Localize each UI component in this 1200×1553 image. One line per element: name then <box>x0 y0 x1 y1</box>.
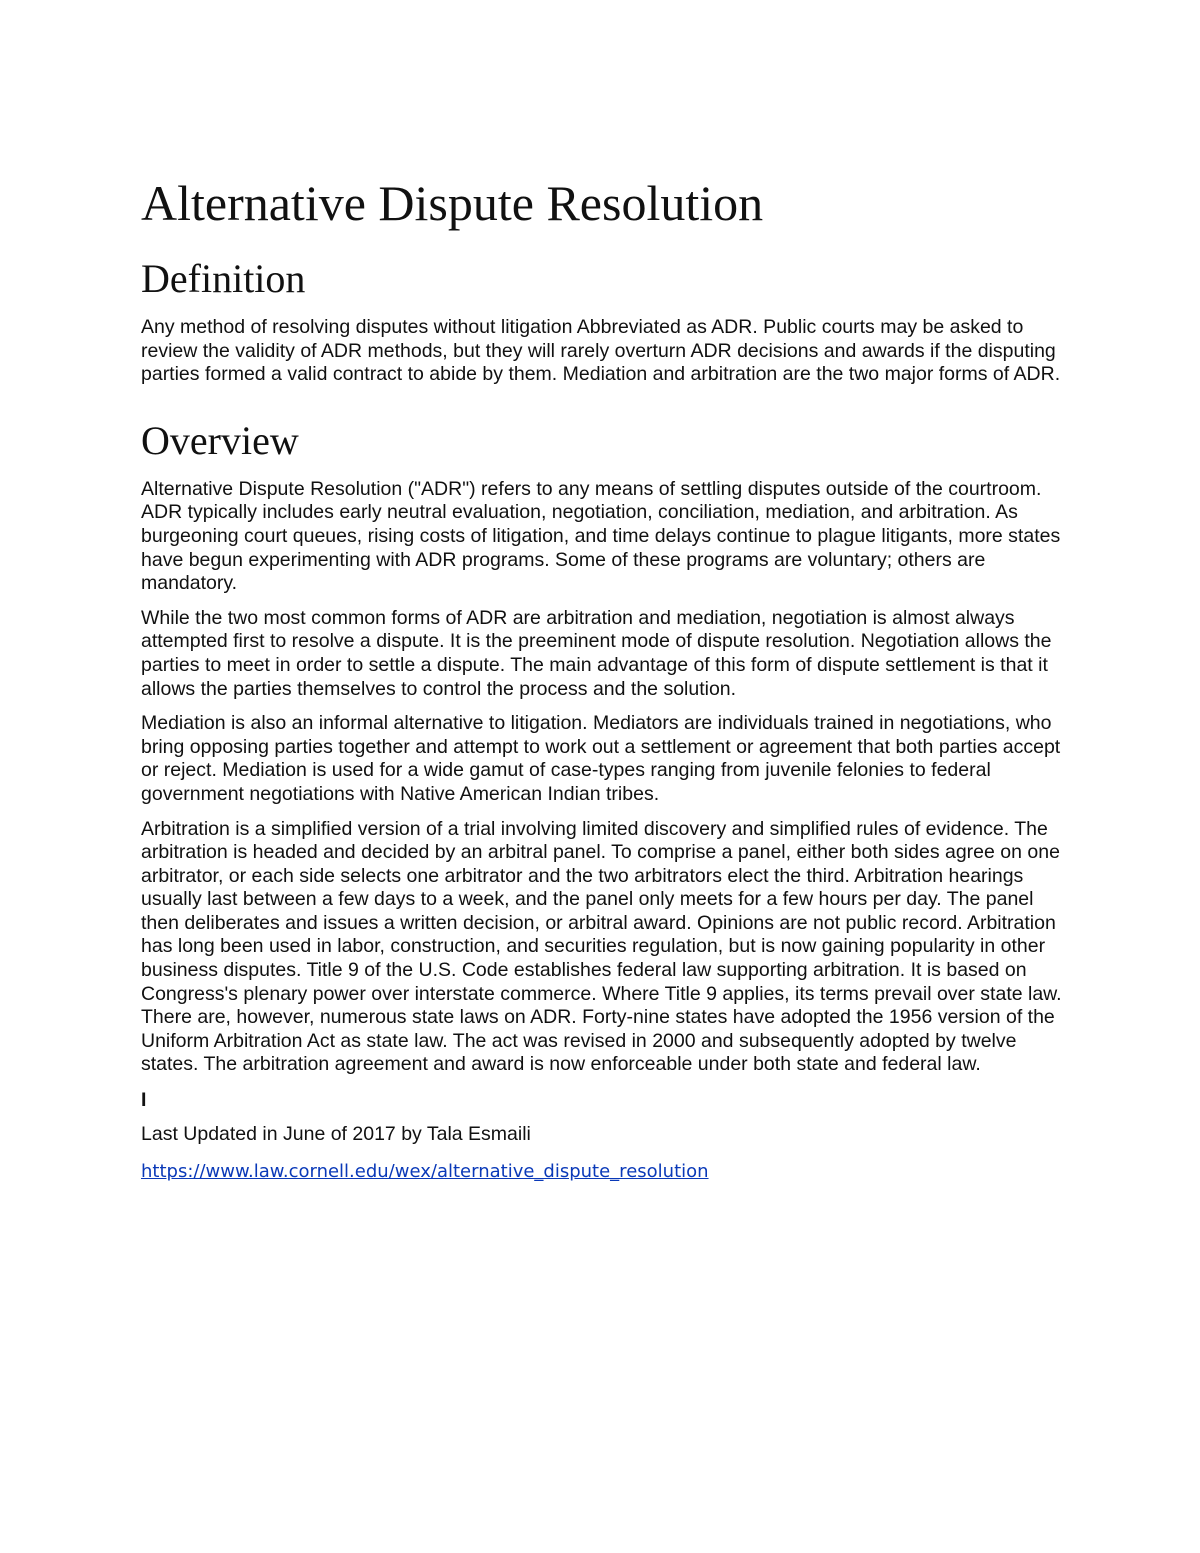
definition-section <box>141 252 1066 387</box>
definition-paragraph: Any method of resolving disputes without litigation Abbreviated as ADR. Public courts may be asked to review the validity of ADR methods, but they will rarely overturn ADR decisions and awards if the disputing parties formed a valid contract to abide by them. Mediation and arbitration are the two major forms of ADR. <box>141 316 1061 386</box>
last-updated-note: Last Updated in June of 2017 by Tala Esmaili <box>141 1123 531 1146</box>
source-link[interactable]: https://www.law.cornell.edu/wex/alternative_dispute_resolution <box>141 1161 709 1183</box>
stray-character: I <box>141 1089 147 1112</box>
definition-heading: Definition <box>141 256 306 301</box>
document-page <box>141 170 1066 1184</box>
overview-paragraph-3: Mediation is also an informal alternative to litigation. Mediators are individuals trained in negotiations, who bring opposing parties together and attempt to work out a settlement or agreement that both parties accept or reject. Mediation is used for a wide gamut of case-types ranging from juvenile felonies to federal government negotiations with Native American Indian tribes. <box>141 712 1061 805</box>
overview-paragraph-1: Alternative Dispute Resolution ("ADR") refers to any means of settling disputes outside of the courtroom. ADR typically includes early neutral evaluation, negotiation, conciliation, mediation, and arbitration. As burgeoning court queues, rising costs of litigation, and time delays continue to plague litigants, more states have begun experimenting with ADR programs. Some of these programs are voluntary; others are mandatory. <box>141 477 1061 595</box>
document-title: Alternative Dispute Resolution <box>141 175 764 231</box>
overview-paragraph-2: While the two most common forms of ADR are arbitration and mediation, negotiation is almost always attempted first to resolve a dispute. It is the preeminent mode of dispute resolution. Negotiation allows the parties to meet in order to settle a dispute. The main advantage of this form of dispute settlement is that it allows the parties themselves to control the process and the solution. <box>141 606 1052 700</box>
overview-heading: Overview <box>141 417 299 463</box>
overview-section <box>141 414 1066 1077</box>
overview-paragraph-4: Arbitration is a simplified version of a trial involving limited discovery and simplified rules of evidence. The arbitration is headed and decided by an arbitral panel. To comprise a panel, either both sides agree on one arbitrator, or each side selects one arbitrator and the two arbitrators elect the third. Arbitration hearings usually last between a few days to a week, and the panel only meets for a few hours per day. The panel then deliberates and issues a written decision, or arbitral award. Opinions are not public record. Arbitration has long been used in labor, construction, and securities regulation, but is now gaining popularity in other business disputes. Title 9 of the U.S. Code establishes federal law supporting arbitration. It is based on Congress's plenary power over interstate commerce. Where Title 9 applies, its terms prevail over state law. There are, however, numerous state laws on ADR. Forty-nine states have adopted the 1956 version of the Uniform Arbitration Act as state law. The act was revised in 2000 and subsequently adopted by twelve states. The arbitration agreement and award is now enforceable under both state and federal law. <box>141 817 1062 1076</box>
